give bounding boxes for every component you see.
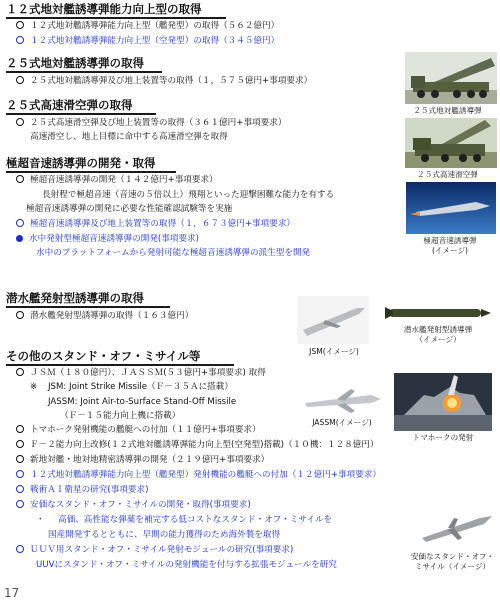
launcher-truck-icon [405,52,497,104]
heading-type25-ssm: ２５式地対艦誘導弾の取得 [6,56,144,70]
heading-underline [6,113,156,115]
list-item-sub: 高速滑空し、地上目標に命中する高速滑空弾を取得 [30,132,228,142]
hypersonic-missile-icon [406,182,496,234]
jassm-image [301,385,383,415]
circle-bullet-icon [16,21,24,29]
cheap-missile-icon [418,510,496,546]
tomahawk-launch-image [394,373,492,431]
list-item: １２式地対艦誘導弾能力向上型（空発型）の取得（３４５億円） [16,35,279,47]
sub-dot: ・ [36,515,45,525]
circle-bullet-icon [16,485,24,493]
cheap-standoff-image [418,510,496,546]
circle-bullet-icon [16,118,24,126]
list-item: 新地対艦・地対地精密誘導弾の開発（２１９億円+事項要求） [16,454,269,466]
circle-bullet-icon [16,76,24,84]
heading-underline [6,171,176,173]
note-mark: ※ [30,382,38,392]
heading-submarine-missile: 潜水艦発射型誘導弾の取得 [6,291,144,305]
note-line: JASSM: Joint Air-to-Surface Stand-Off Missile [48,397,237,407]
page-number: 17 [4,586,20,600]
list-item: 極超音速誘導弾の開発（１４２億円+事項要求） [16,174,218,186]
list-item: 潜水艦発射型誘導弾の取得（１６３億円） [16,310,193,322]
submarine-missile-image [383,303,493,323]
heading-hypersonic: 極超音速誘導弾の開発・取得 [6,156,156,170]
type25-ssm-image [405,52,497,104]
caption: 安価なスタンド・オフ・ [410,552,495,561]
caption: ２５式高速滑空弾 [417,170,478,179]
caption: （イメージ） [415,335,461,344]
list-item-sub: 高価、高性能な弾薬を補完する低コストなスタンド・オフ・ミサイルを [58,515,333,525]
circle-bullet-icon [16,219,24,227]
list-item-sub: 極超音速誘導弾の開発に必要な性能確認試験等を実施 [26,204,233,214]
list-item-sub: 水中のプラットフォームから発射可能な極超音速誘導弾の派生型を開発 [36,248,311,258]
heading-underline [6,17,226,19]
ship-launch-icon [394,373,492,431]
note-line: （Ｆ－１５能力向上機に搭載） [60,411,181,421]
list-item: ＵＵＶ用スタンド・オフ・ミサイル発射モジュールの研究(事項要求) [16,544,293,556]
circle-bullet-icon [16,175,24,183]
caption: 潜水艦発射型誘導弾 [403,325,473,334]
caption: (イメージ) [431,246,469,255]
circle-bullet-icon [16,440,24,448]
list-item: ＪＳＭ（１８０億円）、ＪＡＳＳＭ(５３億円+事項要求) 取得 [16,367,266,379]
list-item: １２式地対艦誘導弾能力向上型（艦発型）発射機能の艦艇への付加（１２億円+事項要求） [16,469,381,481]
list-item-sub: 長射程で極超音速（音速の５倍以上）飛翔といった迎撃困難な能力を有する [42,190,335,200]
list-item: 極超音速誘導弾及び地上装置等の取得（１，６７３億円+事項要求） [16,218,295,230]
circle-bullet-icon [16,368,24,376]
caption: ２５式地対艦誘導弾 [413,106,482,115]
list-item-sub: UUVにスタンド・オフ・ミサイルの発射機能を付与する拡張モジュールを研究 [36,560,337,570]
heading-underline [6,306,170,308]
heading-type12-improved: １２式地対艦誘導弾能力向上型の取得 [6,2,202,16]
jsm-image [297,296,369,344]
circle-bullet-icon [16,235,23,242]
hypersonic-missile-image [406,182,496,234]
caption: 極超音速誘導弾 [423,236,477,245]
type25-hvgp-image [405,118,497,168]
list-item: ２５式高速滑空弾及び地上装置等の取得（３６１億円+事項要求） [16,117,286,129]
circle-bullet-icon [16,311,24,319]
list-item: 安価なスタンド・オフ・ミサイルの開発・取得(事項要求) [16,499,251,511]
circle-bullet-icon [16,455,24,463]
list-item: １２式地対艦誘導弾能力向上型（艦発型）の取得（５６２億円） [16,20,279,32]
circle-bullet-icon [16,470,24,478]
circle-bullet-icon [16,545,24,553]
note-line: JSM: Joint Strike Missile（Ｆ－３５Ａに搭載） [48,382,233,392]
list-item: 戦術ＡＩ衛星の研究(事項要求) [16,484,148,496]
heading-type25-hvgp: ２５式高速滑空弾の取得 [6,98,133,112]
glide-vehicle-launcher-icon [405,118,497,168]
circle-bullet-icon [16,36,24,44]
circle-bullet-icon [16,425,24,433]
jsm-missile-icon [297,296,369,344]
heading-underline [6,71,162,73]
list-item: トマホーク発射機能の艦艇への付加（１１億円+事項要求） [16,424,261,436]
heading-underline [6,364,234,366]
submarine-missile-icon [383,303,493,323]
caption: ミサイル（イメージ） [414,562,491,571]
list-item: ２５式地対艦誘導弾及び地上装置等の取得（１，５７５億円+事項要求） [16,75,312,87]
caption: JSM(イメージ) [309,347,359,356]
list-item: Ｆ－２能力向上改修(１２式地対艦誘導弾能力向上型(空発型)搭載)（１０機：１２８億円） [16,439,379,451]
list-item: 水中発射型極超音速誘導弾の開発(事項要求) [16,233,199,245]
list-item-sub: 国産開発するとともに、早期の能力獲得のため海外製を取得 [48,530,281,540]
heading-other-standoff: その他のスタンド・オフ・ミサイル等 [6,349,201,363]
jassm-missile-icon [301,385,383,415]
circle-bullet-icon [16,500,24,508]
caption: JASSM(イメージ) [312,418,372,427]
caption: トマホークの発射 [412,433,474,442]
